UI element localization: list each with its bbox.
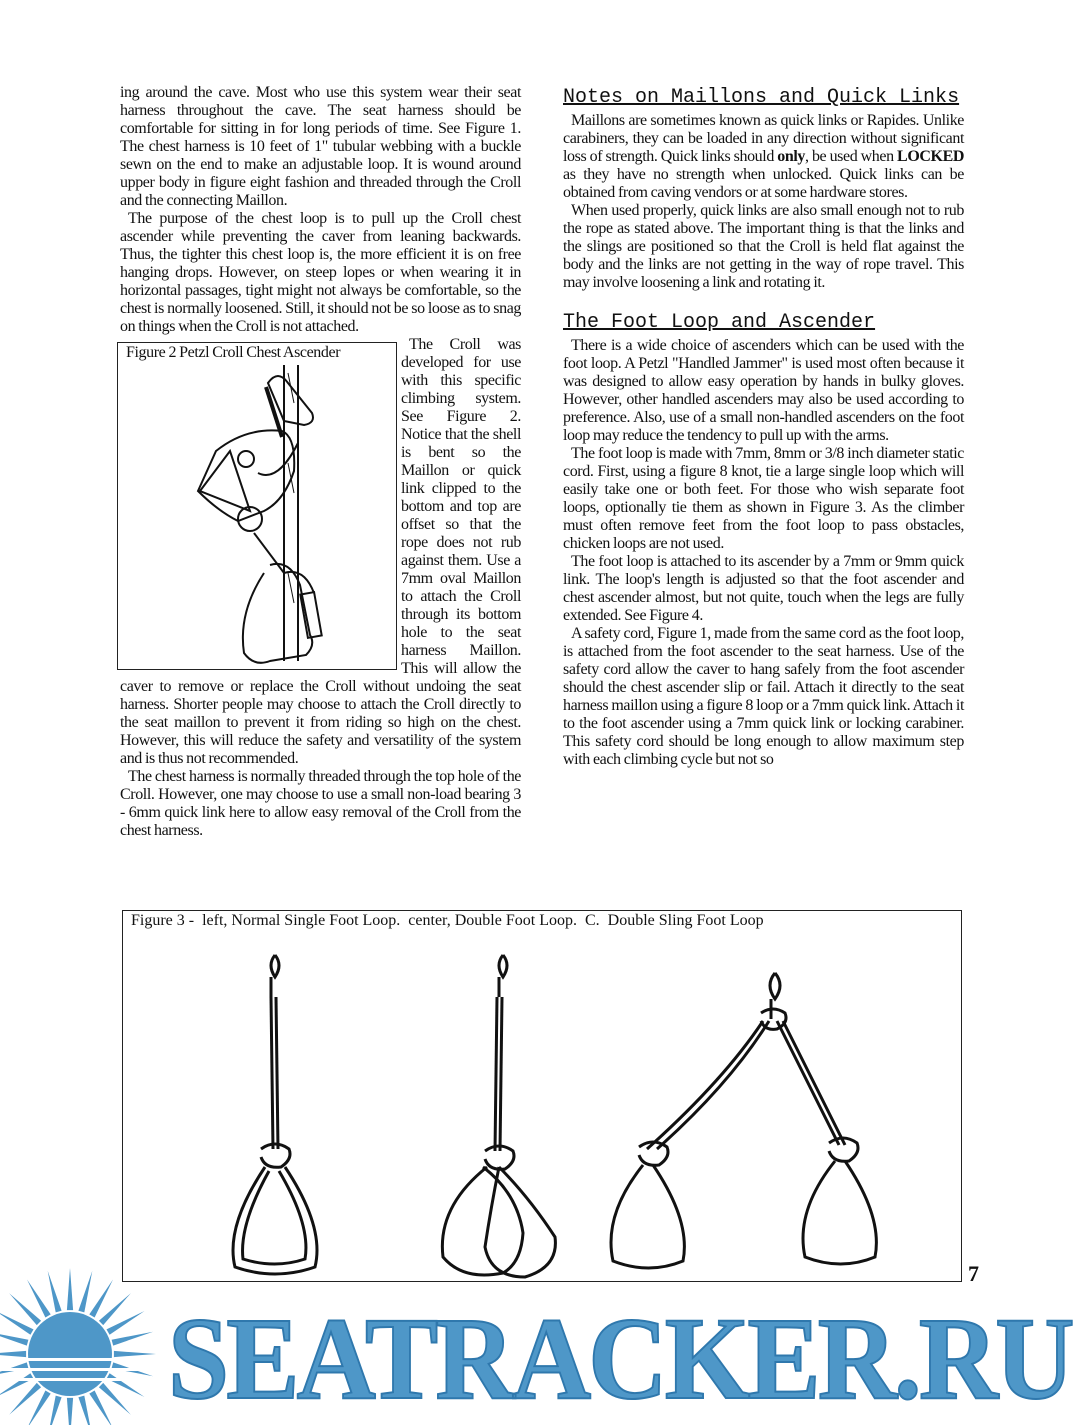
section-heading-foot-loop: The Foot Loop and Ascender: [563, 311, 876, 334]
bold-text: LOCKED: [897, 148, 964, 165]
paragraph: The Croll was developed for use with this specific climbing system. See Figure 2. Notice that the shell is bent so the Maillon or quick link clipped to the bottom and top are offset so that the rope does not rub against them. Use a 7mm oval Maillon to attach the Croll through its bottom hole to the seat harness Maillon. This will allow the caver to remove or replace the Croll without undoing the seat harness. Shorter people may choose to attach the Croll directly to the seat maillon to prevent it from riding so high on the chest. However, this will reduce the safety and versatility of the system and is thus not recommended.: [120, 336, 521, 767]
paragraph: [563, 112, 964, 202]
text: , be used when: [805, 148, 898, 165]
text: as they have no strength when unlocked. Quick links can be obtained from caving vendors or at some hardware stores.: [563, 166, 964, 201]
paragraph: The foot loop is made with 7mm, 8mm or 3/8 inch diameter static cord. First, using a figure 8 knot, tie a large single loop which will easily take one or both feet. For those who wish separate foot loops, optionally tie them as shown in Figure 3. As the climber must often remove feet from the foot loop to pass obstacles, chicken loops are not used.: [563, 445, 964, 552]
section-heading-maillons: Notes on Maillons and Quick Links: [563, 86, 960, 109]
figure-2-caption: Figure 2 Petzl Croll Chest Ascender: [126, 344, 341, 361]
paragraph: A safety cord, Figure 1, made from the same cord as the foot loop, is attached from the foot ascender to the seat harness. Use of the safety cord allow the caver to hang safely from the foot ascender should the chest ascender slip or fail. Attach it directly to the seat harness maillon using a figure 8 loop or a 7mm quick link. Attach it to the foot ascender using a 7mm quick link or locking carabiner. This safety cord should be long enough to allow maximum step with each climbing cycle but not so: [563, 625, 964, 768]
croll-ascender-illustration: [118, 343, 398, 671]
paragraph: The foot loop is attached to its ascender by a 7mm or 9mm quick link. The loop's length is adjusted so that the foot ascender and chest ascender almost, but not quite, touch when the legs are fully extended. See Figure 4.: [563, 553, 964, 624]
figure-3-caption: Figure 3 - left, Normal Single Foot Loop. center, Double Foot Loop. C. Double Sling Foot Loop: [131, 912, 764, 929]
paragraph: The chest harness is normally threaded through the top hole of the Croll. However, one may choose to use a small non-load bearing 3 - 6mm quick link here to allow easy removal of the Croll from the chest harness.: [120, 768, 521, 839]
figure-3: [122, 910, 962, 1282]
right-column: [563, 84, 964, 769]
paragraph: ing around the cave. Most who use this system wear their seat harness throughout the cave. The seat harness should be comfortable for sitting in for long periods of time. See Figure 1. The chest harness is 10 feet of 1" tubular webbing with a buckle sewn on the end to make an adjustable loop. It is wound around upper body in figure eight fashion and threaded through the Croll and the connecting Maillon.: [120, 84, 521, 209]
paragraph: When used properly, quick links are also small enough not to rub the rope as stated above. The important thing is that the links and the slings are positioned so that the Croll is held flat against the body and the links are not getting in the way of rope travel. This may involve loosening a link and rotating it.: [563, 202, 964, 291]
bold-text: only: [777, 148, 806, 165]
paragraph: The purpose of the chest loop is to pull up the Croll chest ascender while preventing the caver from leaning backwards. Thus, the tighter this chest loop is, the more efficient it is on free hanging drops. However, on steep lopes or when wearing it in horizontal passages, tight might not always be comfortable, so the chest is normally loosened. Still, it should not be so loose as to snag on things when the Croll is not attached.: [120, 210, 521, 335]
watermark-text: SEATRACKER.RU: [168, 1293, 1072, 1424]
paragraph: There is a wide choice of ascenders which can be used with the foot loop. A Petzl "Handled Jammer" is used most often because it was designed to allow easy operation by hands in bulky gloves. However, other handled ascenders may also be used according to preference. Also, use of a small non-handled ascenders on the foot loop may reduce the tendency to pull up with the arms.: [563, 337, 964, 444]
text: Maillons are sometimes known as quick links or Rapides. Unlike carabiners, they can be loaded in any direction without significant loss of strength. Quick links should: [563, 112, 964, 165]
page-number: 7: [968, 1261, 979, 1286]
left-column: [120, 84, 521, 840]
foot-loops-illustration: [123, 911, 963, 1283]
figure-2: [117, 342, 397, 670]
